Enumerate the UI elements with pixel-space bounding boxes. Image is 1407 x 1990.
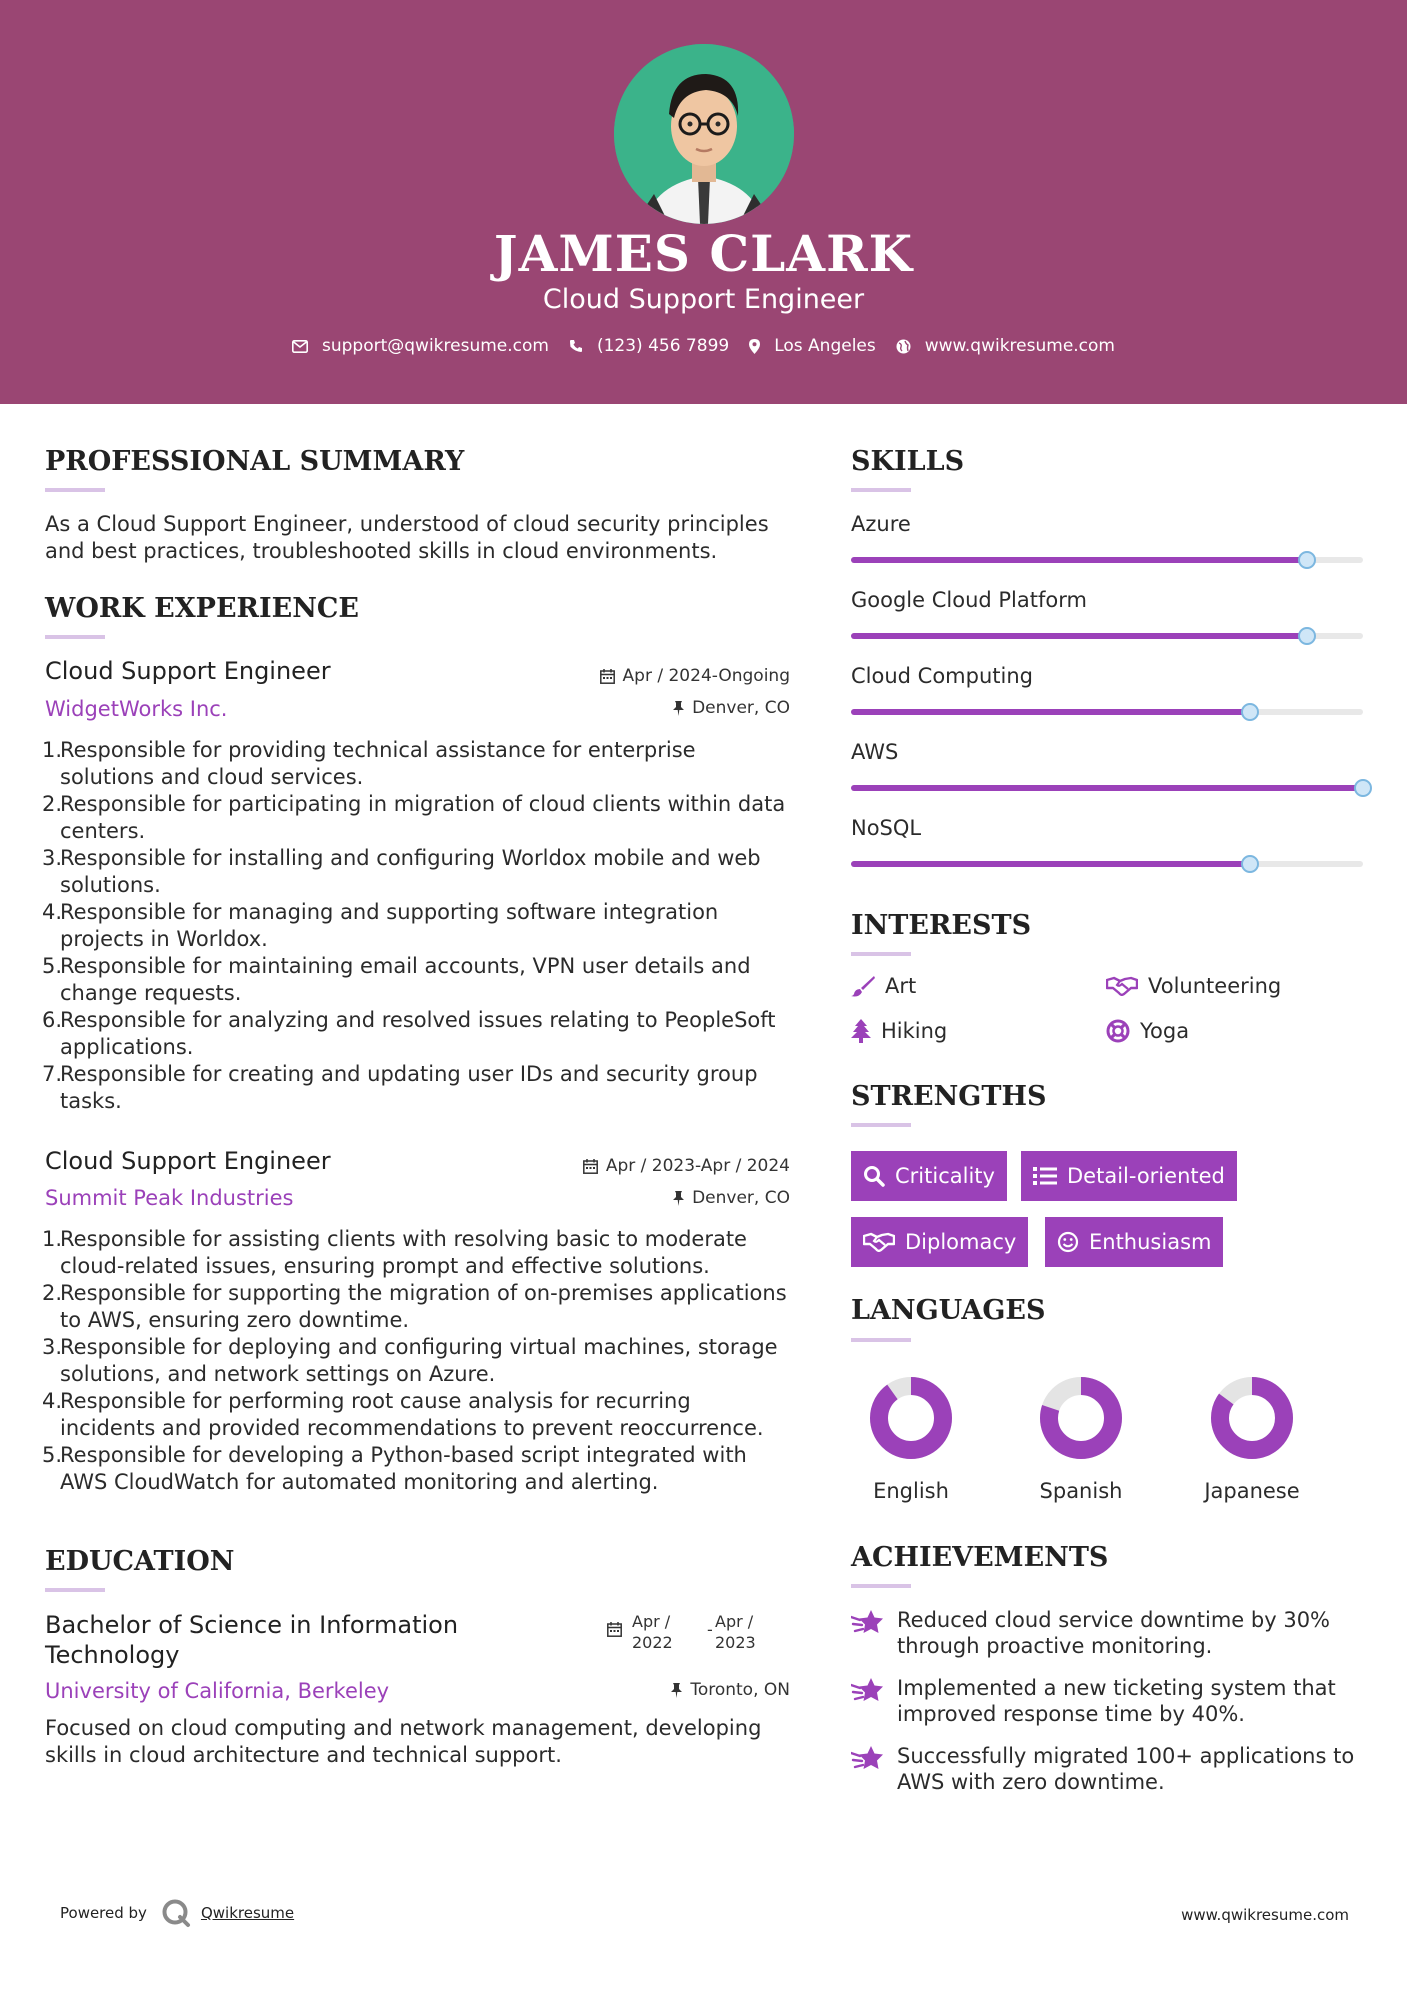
website-text: www.qwikresume.com — [924, 336, 1115, 356]
education-end-month: Apr / — [715, 1612, 754, 1631]
strength-label: Diplomacy — [905, 1230, 1017, 1254]
phone-text: (123) 456 7899 — [596, 336, 730, 356]
education-heading: EDUCATION — [45, 1546, 235, 1577]
duty-text: Responsible for installing and configuring Worldox mobile and web solutions. — [60, 846, 761, 897]
school-name: University of California, Berkeley — [45, 1679, 390, 1703]
strength-badge-criticality — [851, 1151, 1007, 1201]
achievement-item — [851, 1675, 1361, 1727]
education-start-month: Apr / — [632, 1612, 671, 1631]
language-level-arc — [879, 1386, 943, 1450]
search-icon — [863, 1165, 885, 1187]
paintbrush-icon — [851, 975, 875, 997]
job-title: Cloud Support Engineer — [45, 657, 331, 685]
languages-heading: LANGUAGES — [851, 1295, 1046, 1326]
qwikresume-logo-icon — [161, 1898, 191, 1928]
handshake-icon — [863, 1232, 895, 1252]
skill-level-knob — [1241, 703, 1259, 721]
language-donut — [1038, 1375, 1124, 1461]
strength-label: Criticality — [895, 1164, 995, 1188]
job-dates-text: Apr / 2024-Ongoing — [622, 666, 790, 686]
language-label: Spanish — [1039, 1479, 1123, 1503]
calendar-icon — [607, 1622, 622, 1637]
powered-by-text: Powered by — [60, 1904, 147, 1922]
life-ring-icon — [1106, 1019, 1130, 1043]
job-location-text: Denver, CO — [692, 698, 790, 718]
achievement-item — [851, 1743, 1361, 1795]
skill-level-bar — [851, 785, 1363, 791]
list-item: 6. Responsible for analyzing and resolved issues relating to PeopleSoft applications. — [42, 1008, 776, 1059]
company-name: WidgetWorks Inc. — [45, 697, 228, 721]
summary-heading-underline — [45, 488, 105, 492]
achievement-text: Reduced cloud service downtime by 30% through proactive monitoring. — [897, 1608, 1331, 1658]
portrait-illustration — [614, 44, 794, 224]
interest-hiking — [851, 1019, 947, 1043]
pushpin-icon — [673, 1191, 684, 1206]
list-item: 3. Responsible for installing and configuring Worldox mobile and web solutions. — [42, 846, 761, 897]
duty-text: Responsible for managing and supporting software integration projects in Worldox. — [60, 900, 719, 951]
skill-level-fill — [851, 709, 1250, 715]
skill-level-fill — [851, 785, 1363, 791]
strength-label: Detail-oriented — [1067, 1164, 1225, 1188]
language-spanish — [1016, 1375, 1146, 1503]
duty-text: Responsible for analyzing and resolved issues relating to PeopleSoft applications. — [60, 1008, 776, 1059]
list-item: 5. Responsible for maintaining email accounts, VPN user details and change requests. — [42, 954, 751, 1005]
language-english — [846, 1375, 976, 1503]
list-item: 5. Responsible for developing a Python-based script integrated with AWS CloudWatch for automated monitoring and alerting. — [42, 1443, 747, 1494]
language-label: English — [873, 1479, 949, 1503]
shooting-star-icon — [851, 1609, 885, 1635]
summary-heading: PROFESSIONAL SUMMARY — [45, 446, 465, 477]
duty-text: Responsible for maintaining email accounts, VPN user details and change requests. — [60, 954, 751, 1005]
strengths-heading: STRENGTHS — [851, 1081, 1047, 1112]
skills-heading-underline — [851, 488, 911, 492]
candidate-title: Cloud Support Engineer — [542, 284, 865, 315]
job-dates — [540, 666, 790, 686]
degree-title: Bachelor of Science in Information Technology — [45, 1611, 459, 1669]
job-location — [540, 698, 790, 718]
work-heading: WORK EXPERIENCE — [45, 593, 359, 624]
duty-text: Responsible for providing technical assistance for enterprise solutions and cloud services. — [60, 738, 696, 789]
education-location — [540, 1680, 790, 1700]
shooting-star-icon — [851, 1745, 885, 1771]
interest-yoga — [1106, 1019, 1189, 1043]
education-end-year: 2023 — [715, 1633, 756, 1652]
contact-email[interactable] — [292, 336, 549, 356]
list-item: 2. Responsible for participating in migration of cloud clients within data centers. — [42, 792, 786, 843]
job-duties-list — [42, 1226, 792, 1496]
interest-label: Art — [885, 974, 917, 998]
contact-phone[interactable] — [569, 336, 729, 356]
contact-location — [749, 336, 876, 356]
calendar-icon — [600, 669, 615, 684]
list-icon — [1033, 1166, 1057, 1186]
skill-label: NoSQL — [851, 816, 922, 840]
calendar-icon — [583, 1159, 598, 1174]
job-dates — [540, 1156, 790, 1176]
duty-text: Responsible for performing root cause analysis for recurring incidents and provided recommendations to prevent reoccurrence. — [60, 1389, 764, 1440]
map-pin-icon — [749, 339, 760, 354]
list-item: 4. Responsible for performing root cause analysis for recurring incidents and provided recommendations to prevent reoccurrence. — [42, 1389, 764, 1440]
interests-heading-underline — [851, 952, 911, 956]
list-item: 1. Responsible for providing technical assistance for enterprise solutions and cloud services. — [42, 738, 696, 789]
skill-level-bar — [851, 557, 1363, 563]
language-donut — [868, 1375, 954, 1461]
list-item: 4. Responsible for managing and supporting software integration projects in Worldox. — [42, 900, 719, 951]
pushpin-icon — [671, 1683, 682, 1698]
achievements-heading-underline — [851, 1584, 911, 1588]
skill-label: Google Cloud Platform — [851, 588, 1087, 612]
skill-level-knob — [1354, 779, 1372, 797]
contact-website[interactable] — [896, 336, 1115, 356]
strength-badge-enthusiasm — [1045, 1217, 1223, 1267]
duty-text: Responsible for participating in migration of cloud clients within data centers. — [60, 792, 786, 843]
skill-label: Cloud Computing — [851, 664, 1033, 688]
list-item: 1. Responsible for assisting clients with resolving basic to moderate cloud-related issues, ensuring prompt and effective solutions. — [42, 1227, 747, 1278]
envelope-icon — [292, 340, 308, 353]
achievement-text: Implemented a new ticketing system that improved response time by 40%. — [897, 1676, 1336, 1726]
education-description: Focused on cloud computing and network management, developing skills in cloud architecture and technical support. — [45, 1716, 762, 1767]
skill-level-bar — [851, 861, 1363, 867]
skill-label: AWS — [851, 740, 899, 764]
duty-text: Responsible for supporting the migration of on-premises applications to AWS, ensuring zero downtime. — [60, 1281, 787, 1332]
skill-level-bar — [851, 633, 1363, 639]
skill-level-knob — [1241, 855, 1259, 873]
profile-photo — [614, 44, 794, 224]
education-dates — [607, 1612, 792, 1656]
globe-icon — [896, 339, 911, 354]
language-japanese — [1187, 1375, 1317, 1503]
language-label: Japanese — [1204, 1479, 1300, 1503]
handshake-icon — [1106, 976, 1138, 996]
interest-art — [851, 974, 916, 998]
skill-level-knob — [1298, 551, 1316, 569]
phone-icon — [569, 339, 583, 353]
skills-heading: SKILLS — [851, 446, 965, 477]
interest-volunteering — [1106, 974, 1281, 998]
education-heading-underline — [45, 1588, 105, 1592]
job-location-text: Denver, CO — [692, 1188, 790, 1208]
job-location — [540, 1188, 790, 1208]
job-dates-text: Apr / 2023-Apr / 2024 — [605, 1156, 790, 1176]
footer-website[interactable]: www.qwikresume.com — [1181, 1906, 1349, 1924]
list-item: 2. Responsible for supporting the migration of on-premises applications to AWS, ensuring zero downtime. — [42, 1281, 787, 1332]
skill-level-fill — [851, 557, 1307, 563]
duty-text: Responsible for developing a Python-based script integrated with AWS CloudWatch for automated monitoring and alerting. — [60, 1443, 747, 1494]
candidate-name: JAMES CLARK — [493, 224, 914, 283]
job-duties-list — [42, 737, 792, 1115]
education-date-separator: - — [707, 1620, 713, 1639]
resume-header — [0, 0, 1407, 404]
achievement-item — [851, 1607, 1361, 1659]
summary-text: As a Cloud Support Engineer, understood of cloud security principles and best practices, troubleshooted skills in cloud environments. — [45, 512, 769, 563]
strength-label: Enthusiasm — [1089, 1230, 1212, 1254]
contact-bar — [0, 336, 1407, 356]
achievement-text: Successfully migrated 100+ applications to AWS with zero downtime. — [897, 1744, 1355, 1794]
strengths-heading-underline — [851, 1123, 911, 1127]
brand-link[interactable]: Qwikresume — [200, 1904, 295, 1922]
smiley-icon — [1057, 1231, 1079, 1253]
language-donut — [1209, 1375, 1295, 1461]
shooting-star-icon — [851, 1677, 885, 1703]
email-text: support@qwikresume.com — [322, 336, 549, 356]
achievements-heading: ACHIEVEMENTS — [851, 1542, 1109, 1573]
pushpin-icon — [673, 701, 684, 716]
location-text: Los Angeles — [774, 336, 876, 356]
strength-badge-diplomacy — [851, 1217, 1028, 1267]
skill-level-fill — [851, 861, 1250, 867]
company-name: Summit Peak Industries — [45, 1186, 294, 1210]
interest-label: Yoga — [1140, 1019, 1190, 1043]
duty-text: Responsible for creating and updating user IDs and security group tasks. — [60, 1062, 758, 1113]
education-location-text: Toronto, ON — [690, 1680, 790, 1700]
tree-icon — [851, 1019, 871, 1043]
interest-label: Volunteering — [1148, 974, 1282, 998]
skill-label: Azure — [851, 512, 911, 536]
job-title: Cloud Support Engineer — [45, 1147, 331, 1175]
duty-text: Responsible for assisting clients with resolving basic to moderate cloud-related issues, ensuring prompt and effective solutions. — [60, 1227, 747, 1278]
education-start-year: 2022 — [632, 1633, 673, 1652]
list-item: 3. Responsible for deploying and configuring virtual machines, storage solutions, and network settings on Azure. — [42, 1335, 778, 1386]
interest-label: Hiking — [881, 1019, 948, 1043]
work-heading-underline — [45, 635, 105, 639]
duty-text: Responsible for deploying and configuring virtual machines, storage solutions, and network settings on Azure. — [60, 1335, 778, 1386]
interests-heading: INTERESTS — [851, 910, 1032, 941]
footer-powered-by — [60, 1898, 294, 1928]
skill-level-bar — [851, 709, 1363, 715]
skill-level-knob — [1298, 627, 1316, 645]
list-item: 7. Responsible for creating and updating user IDs and security group tasks. — [42, 1062, 758, 1113]
strength-badge-detail-oriented — [1021, 1151, 1237, 1201]
languages-heading-underline — [851, 1338, 911, 1342]
skill-level-fill — [851, 633, 1307, 639]
